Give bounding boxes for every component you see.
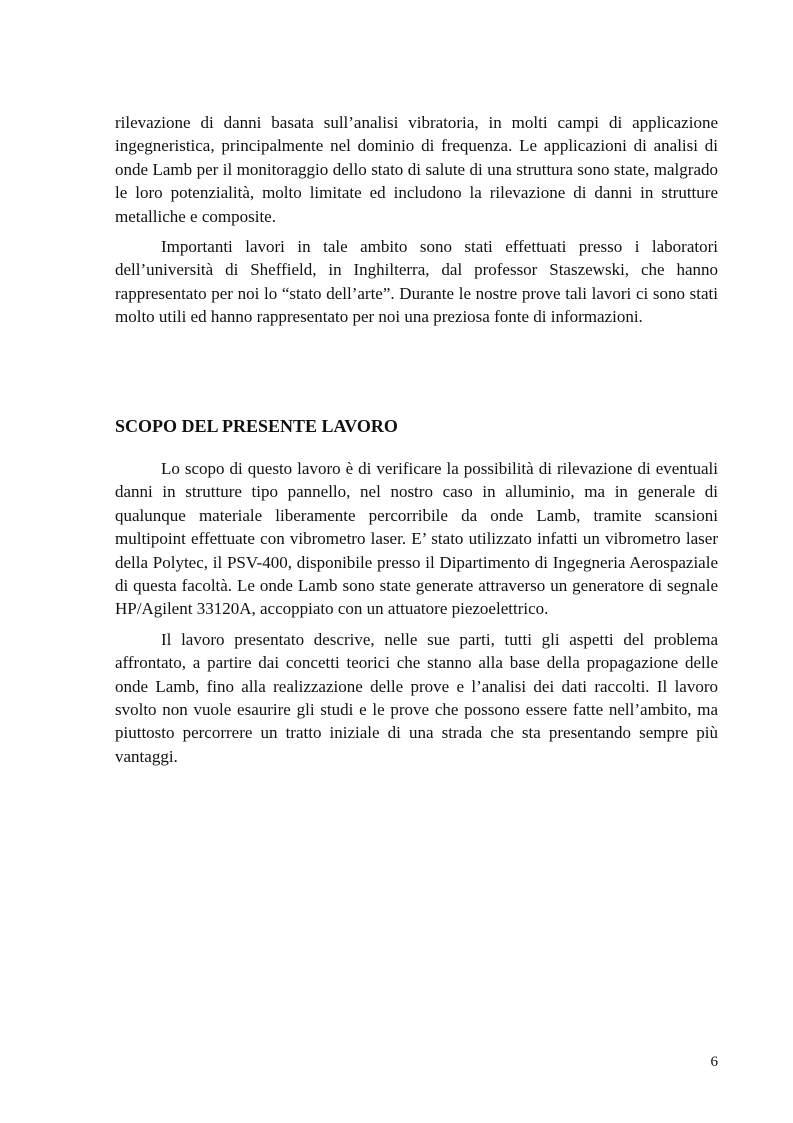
section-heading: SCOPO DEL PRESENTE LAVORO bbox=[115, 416, 398, 436]
section-paragraph-scope: Lo scopo di questo lavoro è di verificare la possibilità di rilevazione di eventuali danni in strutture tipo pannello, nel nostro caso in alluminio, ma in generale di qualunque materiale liberamente percorribile da onde Lamb, tramite scansioni multipoint effettuate con vibrometro laser. E’ stato utilizzato infatti un vibrometro laser della Polytec, il PSV-400, disponibile presso il Dipartimento di Ingegneria Aerospaziale di questa facoltà. Le onde Lamb sono state generate attraverso un generatore di segnale HP/Agilent 33120A, accoppiato con un attuatore piezoelettrico. bbox=[115, 459, 718, 619]
intro-text-block bbox=[115, 111, 718, 329]
intro-paragraph-sheffield: Importanti lavori in tale ambito sono stati effettuati presso i laboratori dell’università di Sheffield, in Inghilterra, dal professor Staszewski, che hanno rappresentato per noi lo “stato dell’arte”. Durante le nostre prove tali lavori ci sono stati molto utili ed hanno rappresentato per noi una preziosa fonte di informazioni. bbox=[115, 237, 718, 327]
section-paragraph-overview: Il lavoro presentato descrive, nelle sue parti, tutti gli aspetti del problema affrontato, a partire dai concetti teorici che stanno alla base della propagazione delle onde Lamb, fino alla realizzazione delle prove e l’analisi dei dati raccolti. Il lavoro svolto non vuole esaurire gli studi e le prove che possono essere fatte nell’ambito, ma piuttosto percorrere un tratto iniziale di una strada che sta presentando sempre più vantaggi. bbox=[115, 629, 718, 766]
page-number: 6 bbox=[710, 1054, 718, 1070]
intro-paragraph-continued: rilevazione di danni basata sull’analisi vibratoria, in molti campi di applicazione ingegneristica, principalmente nel dominio di frequenza. Le applicazioni di analisi di onde Lamb per il monitoraggio dello stato di salute di una struttura sono state, malgrado le loro potenzialità, molto limitate ed includono la rilevazione di danni in strutture metalliche e composite. bbox=[115, 113, 718, 226]
section-text-block bbox=[115, 457, 718, 768]
